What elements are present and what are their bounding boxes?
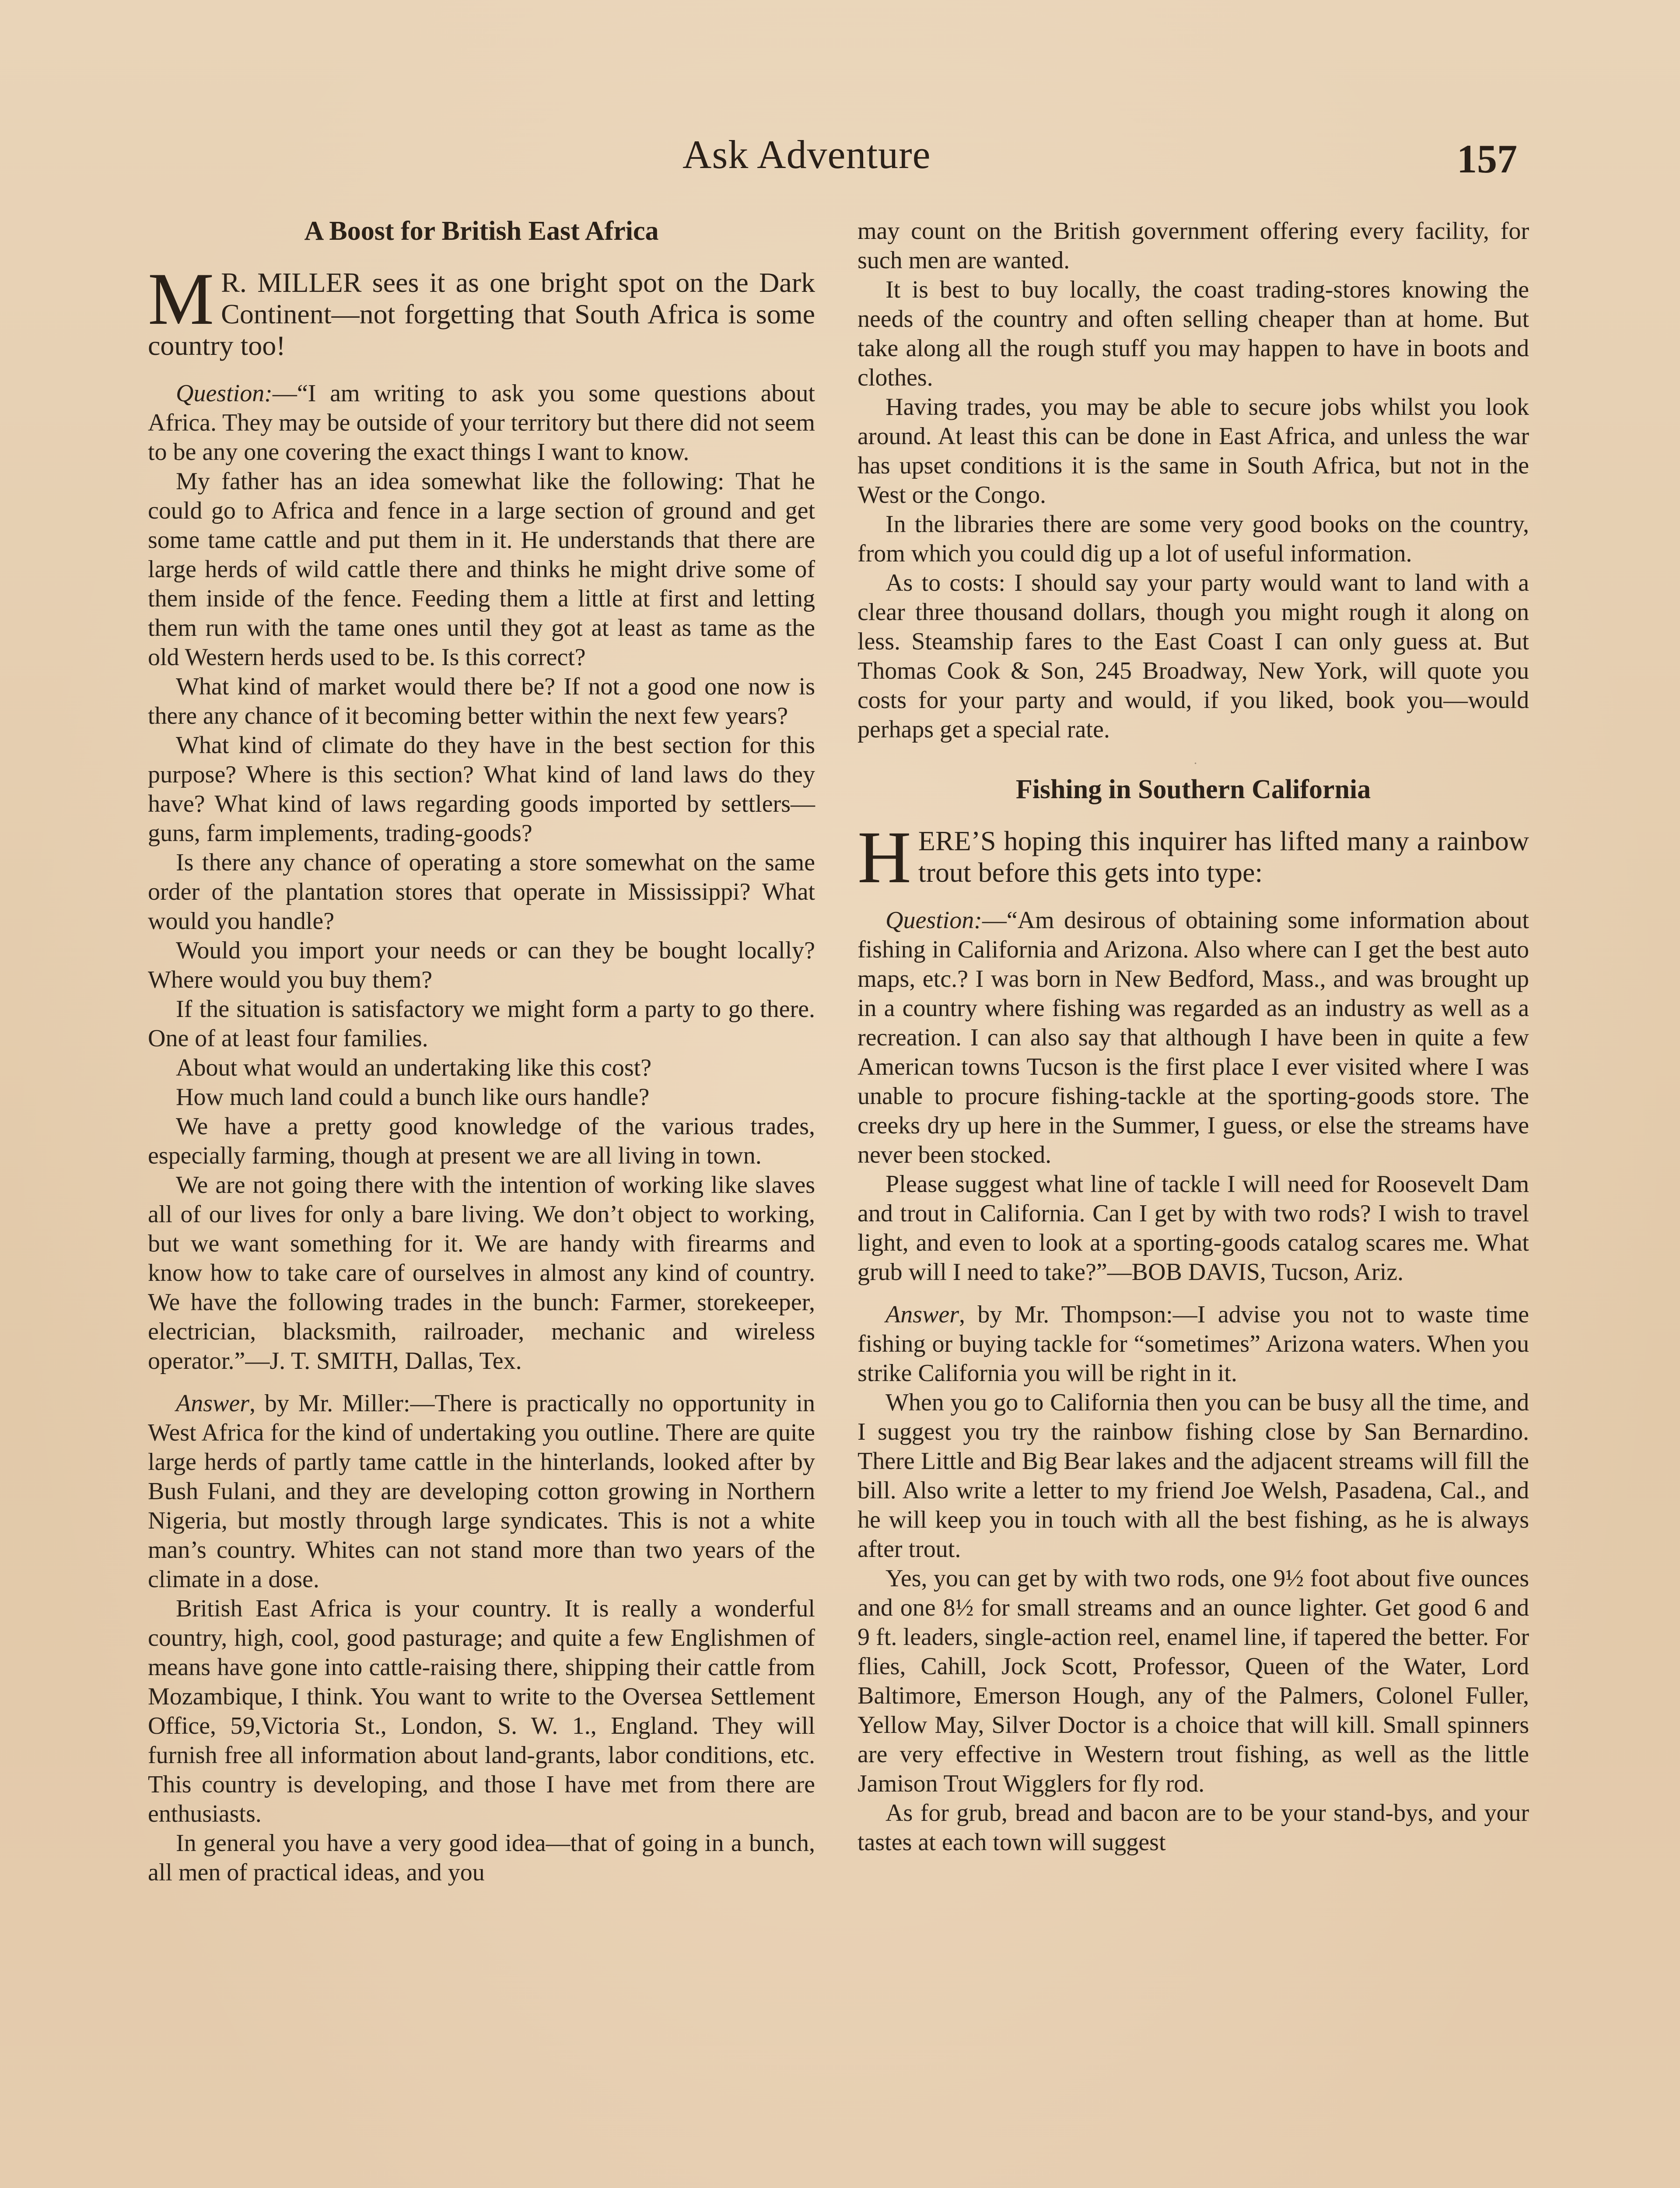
body-paragraph: Yes, you can get by with two rods, one 9½ foot about five ounces and one 8½ for small streams and an ounce lighter. Get good 6 and 9 ft. leaders, single-action reel, enamel line, if tapered the better. For flies, Cahill, Jock Scott, Professor, Queen of the Water, Lord Baltimore, Emerson Hough, any of the Palmers, Colonel Fuller, Yellow May, Silver Doctor is a choice that will kill. Small spinners are very effective in Western trout fishing, as well as the little Jamison Trout Wigglers for fly rod. [858,1565,1529,1797]
answer-text: , by Mr. Thompson:—I advise you not to waste time fishing or buying tackle for “sometimes” Arizona waters. When you strike California you will be right in it. [858,1301,1529,1387]
body-paragraph: In general you have a very good idea—that of going in a bunch, all men of practical ideas, and you [148,1830,815,1886]
question-text: —“Am desirous of obtaining some information about fishing in California and Arizona. Also where can I get the best auto maps, etc.? I was born in New Bedford, Mass., and was brought up in a country where fishing was regarded as an industry as well as a recreation. I can also say that although I have been in quite a few American towns Tucson is the first place I ever visited where I was unable to procure fishing-tackle at the sporting-goods store. The creeks dry up here in the Summer, I guess, or else the streams have never been stocked. [858,907,1529,1168]
question-paragraph [148,379,815,467]
answer-paragraph [858,1300,1529,1388]
body-paragraph: As to costs: I should say your party would want to land with a clear three thousand dollars, though you might rough it along on less. Steamship fares to the East Coast I can only guess at. But Thomas Cook & Son, 245 Broadway, New York, will quote you costs for your party and would, if you liked, book you—would perhaps get a special rate. [858,569,1529,743]
body-paragraph: In the libraries there are some very good books on the country, from which you could dig up a lot of useful information. [858,511,1529,567]
body-paragraph: Having trades, you may be able to secure jobs whilst you look around. At least this can be done in East Africa, and unless the war has upset conditions it is the same in South Africa, but not in the West or the Congo. [858,393,1529,508]
body-paragraph: My father has an idea somewhat like the following: That he could go to Africa and fence in a large section of ground and get some tame cattle and put them in it. He understands that there are large herds of wild cattle there and thinks he might drive some of them inside of the fence. Feeding them a little at first and letting them run with the tame ones until they got at least as tame as the old Western herds used to be. Is this correct? [148,468,815,671]
answer-label: Answer [176,1390,249,1417]
body-paragraph: As for grub, bread and bacon are to be your stand-bys, and your tastes at each town will suggest [858,1799,1529,1856]
answer-text: , by Mr. Miller:—There is practically no opportunity in West Africa for the kind of undertaking you outline. There are quite large herds of partly tame cattle in the hinterlands, looked after by Bush Fulani, and they are developing cotton growing in Northern Nigeria, but mostly through large syndicates. This is not a white man’s country. Whites can not stand more than two years of the climate in a dose. [148,1390,815,1593]
body-paragraph: may count on the British government offering every facility, for such men are wanted. [858,217,1529,274]
body-paragraph: Would you import your needs or can they be bought locally? Where would you buy them? [148,937,815,993]
body-paragraph: What kind of market would there be? If not a good one now is there any chance of it becoming better within the next few years? [148,673,815,729]
dropcap: M [148,258,214,340]
intro-text: ERE’S hoping this inquirer has lifted many a rainbow trout before this gets into type: [918,825,1529,888]
intro-text: R. MILLER sees it as one bright spot on the Dark Continent—not forgetting that South Africa is some country too! [148,267,815,361]
answer-paragraph [148,1389,815,1594]
section-title-british-east-africa: A Boost for British East Africa [304,216,659,246]
left-column [148,217,815,1887]
question-label: Question: [176,380,273,407]
body-paragraph: It is best to buy locally, the coast trading-stores knowing the needs of the country and often selling cheaper than at home. But take along all the rough stuff you may happen to have in boots and clothes. [858,276,1529,391]
body-paragraph: We are not going there with the intention of working like slaves all of our lives for only a bare living. We don’t object to working, but we want something for it. We are handy with firearms and know how to take care of ourselves in almost any kind of country. We have the following trades in the bunch: Farmer, storekeeper, electrician, blacksmith, railroader, mechanic and wireless operator.”—J. T. SMITH, Dallas, Tex. [148,1171,815,1375]
intro-paragraph [148,258,815,361]
body-paragraph: We have a pretty good knowledge of the various trades, especially farming, though at present we are all living in town. [148,1113,815,1169]
body-paragraph: When you go to California then you can be busy all the time, and I suggest you try the rainbow fishing close by San Bernardino. There Little and Big Bear lakes and the adjacent streams will fill the bill. Also write a letter to my friend Joe Welsh, Pasadena, Cal., and he will keep you in touch with all the best fishing, as he is always after trout. [858,1389,1529,1563]
body-paragraph: What kind of climate do they have in the best section for this purpose? Where is this section? What kind of land laws do they have? What kind of laws regarding goods imported by settlers—guns, farm implements, trading-goods? [148,732,815,847]
question-label: Question: [886,907,982,934]
section-divider: · [1193,756,1198,771]
answer-label: Answer [886,1301,959,1328]
page-header-title: Ask Adventure [682,132,931,177]
body-paragraph: About what would an undertaking like this cost? [176,1054,652,1081]
question-text: —“I am writing to ask you some questions about Africa. They may be outside of your territory but there did not seem to be any one covering the exact things I want to know. [148,380,815,466]
body-paragraph: If the situation is satisfactory we might form a party to go there. One of at least four families. [148,996,815,1052]
dropcap: H [858,816,911,898]
body-paragraph: Is there any chance of operating a store somewhat on the same order of the plantation stores that operate in Mississippi? What would you handle? [148,849,815,935]
body-paragraph: British East Africa is your country. It is really a wonderful country, high, cool, good pasturage; and quite a few Englishmen of means have gone into cattle-raising there, shipping their cattle from Mozambique, I think. You want to write to the Oversea Settlement Office, 59,Victoria St., London, S. W. 1., England. They will furnish free all information about land-grants, labor conditions, etc. This country is developing, and those I have met from there are enthusiasts. [148,1595,815,1827]
question-paragraph [858,906,1529,1170]
section-title-fishing: Fishing in Southern California [1015,775,1371,804]
intro-paragraph [858,816,1529,898]
page-number: 157 [1457,137,1517,181]
body-paragraph: Please suggest what line of tackle I will need for Roosevelt Dam and trout in California. Can I get by with two rods? I wish to travel light, and even to look at a sporting-goods catalog scares me. What grub will I need to take?”—BOB DAVIS, Tucson, Ariz. [858,1171,1529,1286]
body-paragraph: How much land could a bunch like ours handle? [176,1083,650,1111]
right-column [858,217,1529,1857]
